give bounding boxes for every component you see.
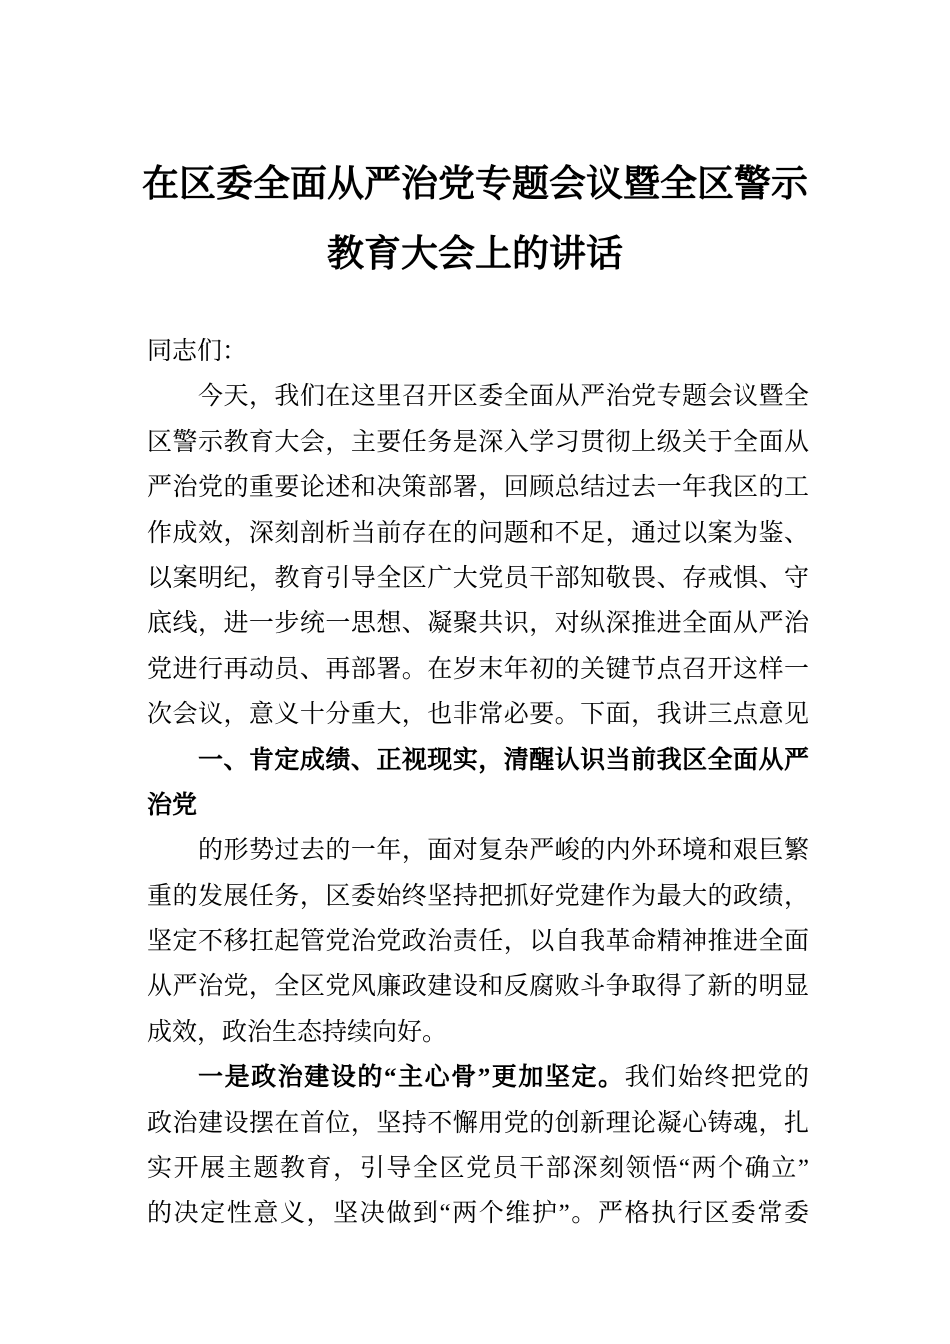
point1-first-rest: 我们始终把党的	[624, 1064, 809, 1092]
point1-line: 政治建设摆在首位，坚持不懈用党的创新理论凝心铸魂，扎	[147, 1109, 809, 1137]
section-heading-1: 一、肯定成绩、正视现实，清醒认识当前我区全面从严	[198, 746, 809, 774]
situation-line: 重的发展任务，区委始终坚持把抓好党建作为最大的政绩，	[147, 882, 809, 910]
point1-line: 的决定性意义，坚决做到“两个维护”。严格执行区委常委	[147, 1200, 809, 1228]
greeting: 同志们：	[147, 338, 248, 365]
document-title-line-2: 教育大会上的讲话	[327, 234, 623, 275]
document-body	[147, 329, 809, 1237]
situation-line: 从严治党，全区党风廉政建设和反腐败斗争取得了新的明显	[147, 973, 809, 1001]
intro-line: 次会议，意义十分重大，也非常必要。下面，我讲三点意见	[147, 701, 809, 729]
situation-line: 坚定不移扛起管党治党政治责任，以自我革命精神推进全面	[147, 928, 809, 956]
intro-line: 作成效，深刻剖析当前存在的问题和不足，通过以案为鉴、	[147, 519, 809, 547]
section-heading-1-cont: 治党	[147, 791, 198, 819]
point1-line: 实开展主题教育，引导全区党员干部深刻领悟“两个确立”	[147, 1155, 809, 1183]
intro-line: 严治党的重要论述和决策部署，回顾总结过去一年我区的工	[147, 474, 809, 502]
intro-line: 区警示教育大会，主要任务是深入学习贯彻上级关于全面从	[147, 428, 809, 456]
intro-line: 底线，进一步统一思想、凝聚共识，对纵深推进全面从严治	[147, 610, 809, 638]
intro-line: 以案明纪，教育引导全区广大党员干部知敬畏、存戒惧、守	[147, 564, 809, 592]
point1-first-line	[147, 1055, 809, 1100]
intro-line: 今天，我们在这里召开区委全面从严治党专题会议暨全	[198, 383, 809, 411]
document-title-line-1: 在区委全面从严治党专题会议暨全区警示	[142, 164, 808, 205]
intro-line: 党进行再动员、再部署。在岁末年初的关键节点召开这样一	[147, 655, 809, 683]
point1-lead: 一是政治建设的“主心骨”更加坚定。	[198, 1064, 625, 1092]
situation-line: 成效，政治生态持续向好。	[147, 1018, 448, 1046]
situation-line: 的形势过去的一年，面对复杂严峻的内外环境和艰巨繁	[198, 837, 809, 865]
